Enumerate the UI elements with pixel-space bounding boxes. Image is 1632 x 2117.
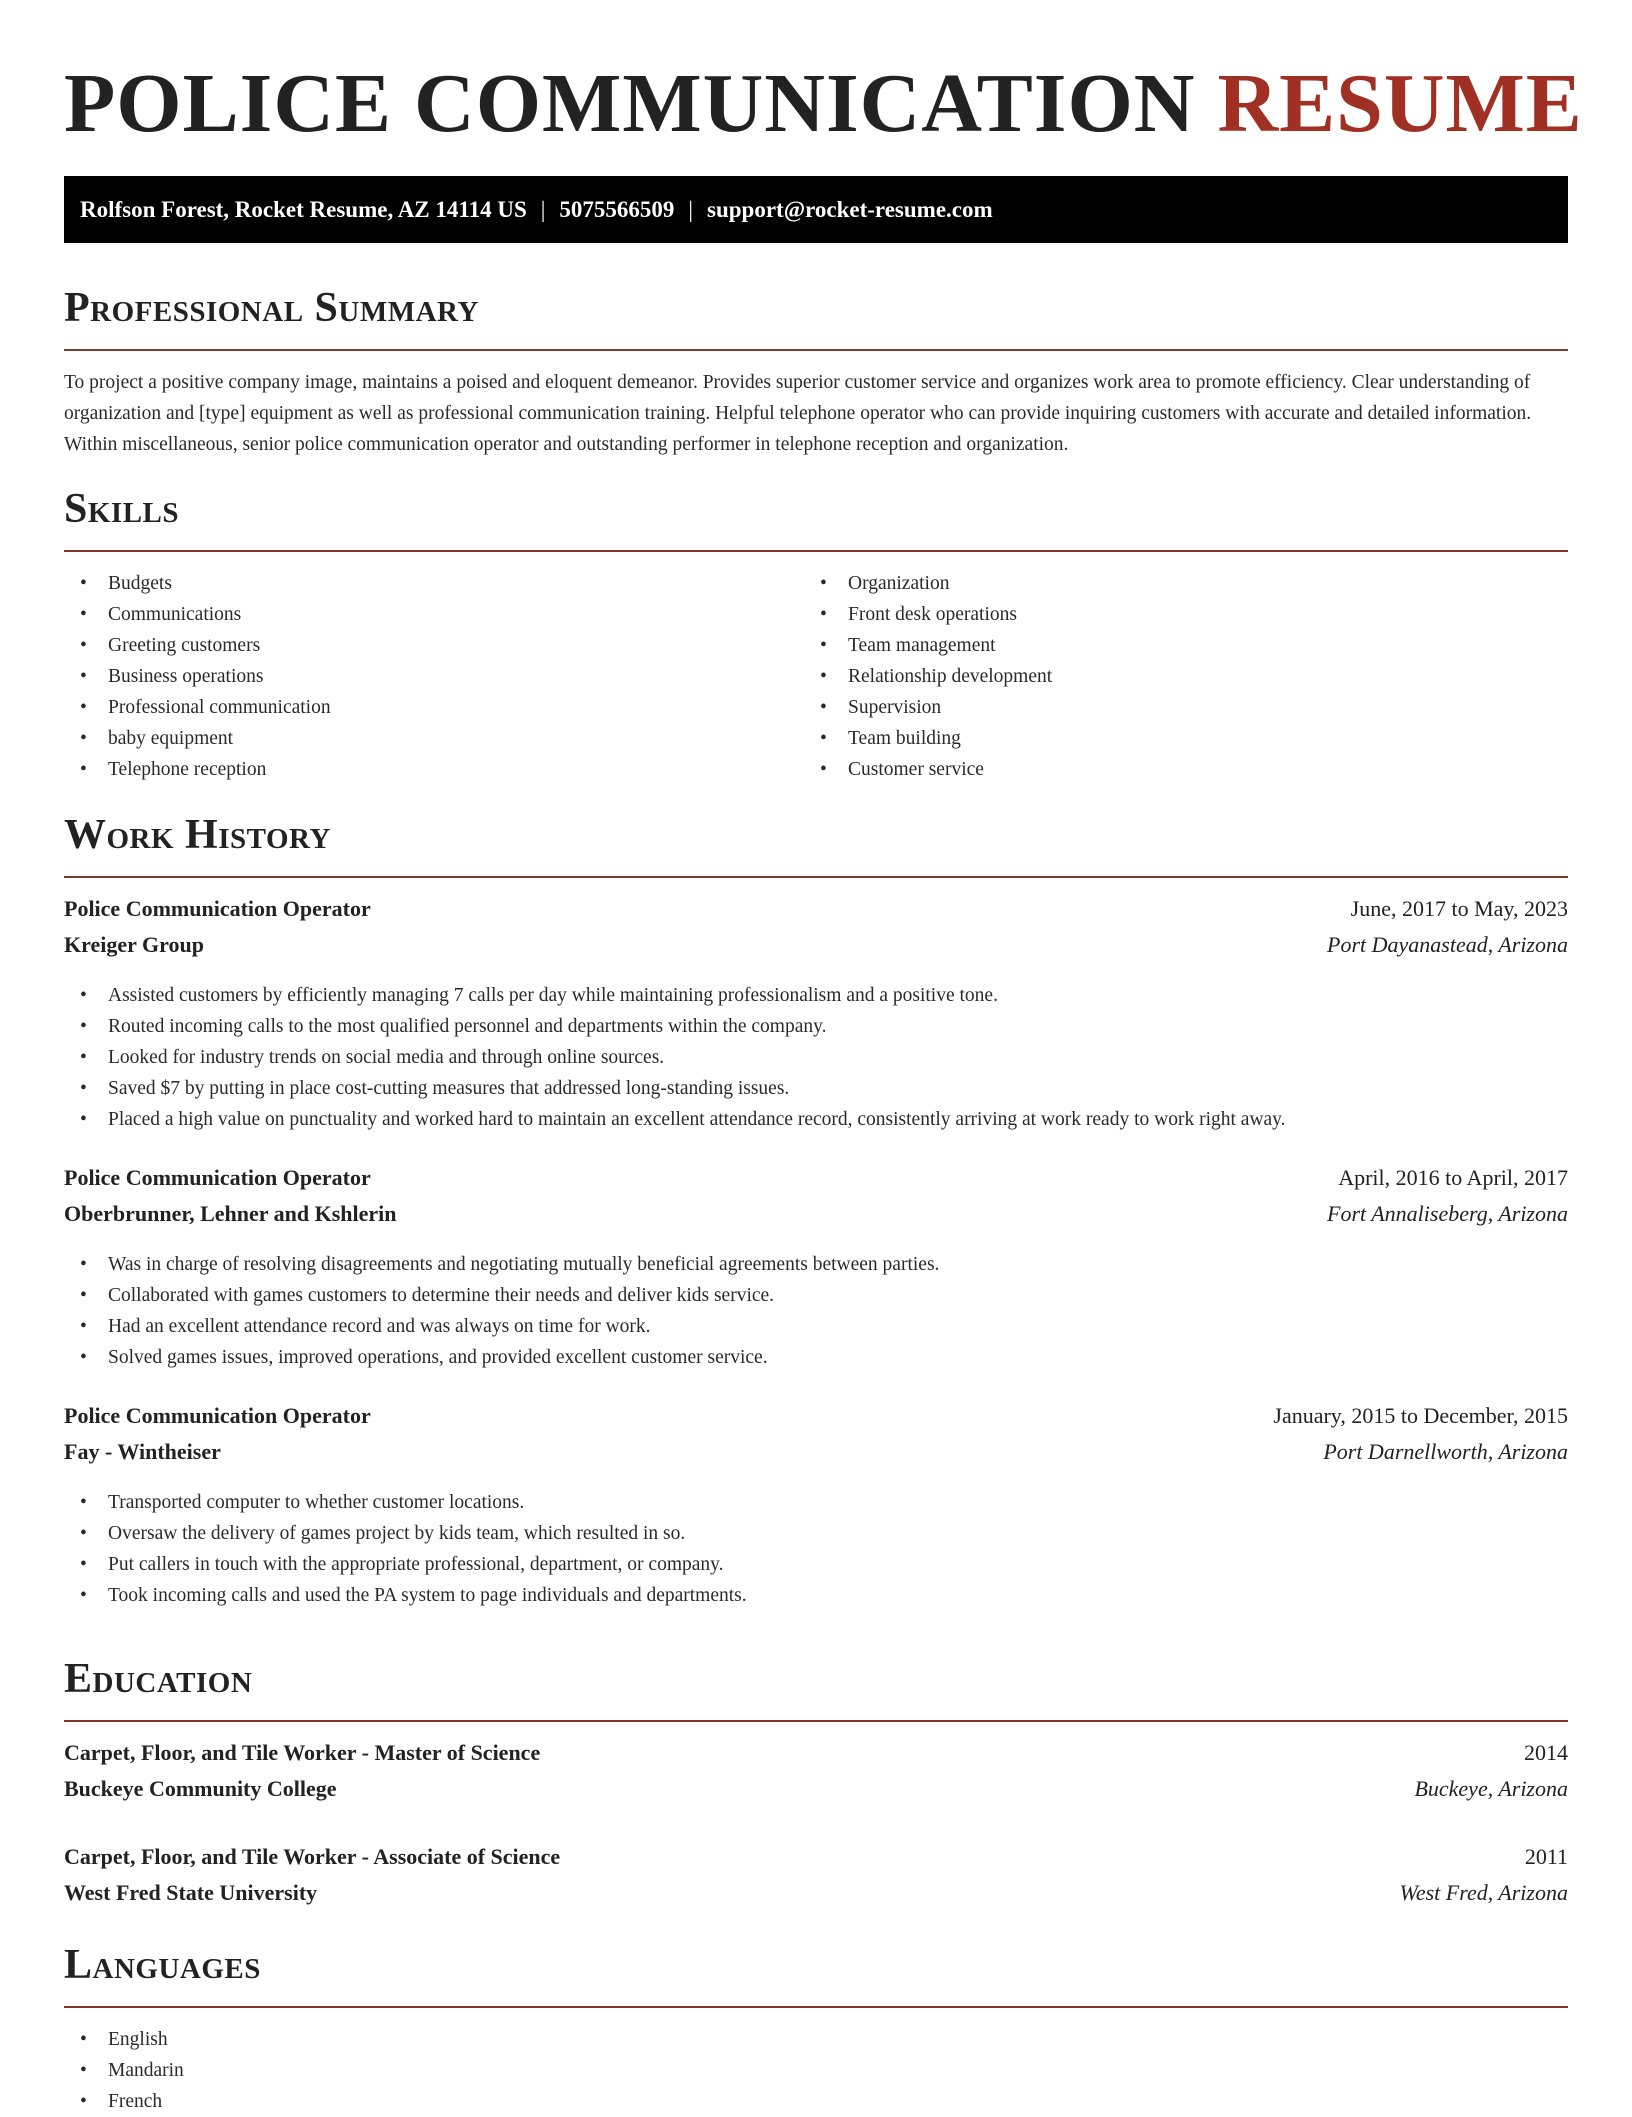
education-entry bbox=[64, 1740, 1568, 1812]
job-title-row bbox=[64, 1403, 1568, 1439]
job-company: Kreiger Group bbox=[64, 932, 204, 957]
skills-columns bbox=[64, 568, 1568, 785]
education-degree: Carpet, Floor, and Tile Worker - Associate of Science bbox=[64, 1844, 561, 1869]
work-section bbox=[64, 810, 1568, 1611]
education-school-row bbox=[64, 1880, 1568, 1916]
job-bullet: • Oversaw the delivery of games project by kids team, which resulted in so. bbox=[64, 1518, 1568, 1549]
education-degree-row bbox=[64, 1844, 1568, 1880]
job-bullet: • Saved $7 by putting in place cost-cutting measures that addressed long-standing issues. bbox=[64, 1073, 1568, 1104]
education-location: West Fred, Arizona bbox=[1399, 1880, 1568, 1905]
job-company-row bbox=[64, 1439, 1568, 1475]
languages-list bbox=[64, 2024, 1568, 2117]
job-bullet: • Had an excellent attendance record and was always on time for work. bbox=[64, 1311, 1568, 1342]
skills-section bbox=[64, 484, 1568, 785]
contact-phone: 5075566509 bbox=[559, 197, 675, 222]
job-company: Fay - Wintheiser bbox=[64, 1439, 221, 1464]
education-heading: Education bbox=[64, 1654, 1568, 1722]
skill-item: • Professional communication bbox=[64, 692, 804, 723]
education-entry bbox=[64, 1844, 1568, 1916]
skill-item: • Communications bbox=[64, 599, 804, 630]
work-heading: Work History bbox=[64, 810, 1568, 878]
job-title: Police Communication Operator bbox=[64, 896, 371, 921]
contact-address: Rolfson Forest, Rocket Resume, AZ 14114 US bbox=[80, 197, 527, 222]
job-dates: January, 2015 to December, 2015 bbox=[1273, 1403, 1568, 1428]
job-entry bbox=[64, 1403, 1568, 1611]
skill-item: • baby equipment bbox=[64, 723, 804, 754]
job-title: Police Communication Operator bbox=[64, 1165, 371, 1190]
skill-item: • Budgets bbox=[64, 568, 804, 599]
languages-section bbox=[64, 1940, 1568, 2117]
education-location: Buckeye, Arizona bbox=[1414, 1776, 1568, 1801]
job-dates: June, 2017 to May, 2023 bbox=[1350, 896, 1568, 921]
education-school: West Fred State University bbox=[64, 1880, 318, 1905]
job-company-row bbox=[64, 1201, 1568, 1237]
skill-item: • Team management bbox=[804, 630, 1544, 661]
contact-email: support@rocket-resume.com bbox=[707, 197, 993, 222]
skill-item: • Team building bbox=[804, 723, 1544, 754]
job-bullet: • Put callers in touch with the appropriate professional, department, or company. bbox=[64, 1549, 1568, 1580]
education-degree-row bbox=[64, 1740, 1568, 1776]
summary-heading: Professional Summary bbox=[64, 283, 1568, 351]
job-entry bbox=[64, 1165, 1568, 1373]
job-title-row bbox=[64, 1165, 1568, 1201]
job-dates: April, 2016 to April, 2017 bbox=[1338, 1165, 1568, 1190]
skill-item: • Greeting customers bbox=[64, 630, 804, 661]
job-title: Police Communication Operator bbox=[64, 1403, 371, 1428]
contact-separator: | bbox=[540, 197, 546, 222]
job-bullets bbox=[64, 980, 1568, 1135]
education-section bbox=[64, 1654, 1568, 1916]
skill-item: • Customer service bbox=[804, 754, 1544, 785]
job-bullet: • Transported computer to whether customer locations. bbox=[64, 1487, 1568, 1518]
job-bullet: • Placed a high value on punctuality and worked hard to maintain an excellent attendance record, consistently arriving at work ready to work right away. bbox=[64, 1104, 1568, 1135]
skill-item: • Business operations bbox=[64, 661, 804, 692]
job-bullet: • Routed incoming calls to the most qualified personnel and departments within the company. bbox=[64, 1011, 1568, 1042]
job-title-row bbox=[64, 896, 1568, 932]
skill-item: • Relationship development bbox=[804, 661, 1544, 692]
title-accent: RESUME bbox=[1217, 57, 1583, 150]
contact-bar bbox=[64, 176, 1568, 243]
education-year: 2011 bbox=[1524, 1844, 1568, 1869]
summary-section bbox=[64, 283, 1568, 460]
job-bullet: • Assisted customers by efficiently managing 7 calls per day while maintaining professionalism and a positive tone. bbox=[64, 980, 1568, 1011]
job-location: Port Dayanastead, Arizona bbox=[1327, 932, 1568, 957]
job-bullet: • Took incoming calls and used the PA system to page individuals and departments. bbox=[64, 1580, 1568, 1611]
job-location: Port Darnellworth, Arizona bbox=[1323, 1439, 1568, 1464]
job-location: Fort Annaliseberg, Arizona bbox=[1327, 1201, 1568, 1226]
job-company-row bbox=[64, 932, 1568, 968]
job-bullet: • Looked for industry trends on social media and through online sources. bbox=[64, 1042, 1568, 1073]
job-entry bbox=[64, 896, 1568, 1135]
skill-item: • Organization bbox=[804, 568, 1544, 599]
contact-separator: | bbox=[688, 197, 694, 222]
skill-item: • Front desk operations bbox=[804, 599, 1544, 630]
skills-list-left bbox=[64, 568, 804, 785]
education-school: Buckeye Community College bbox=[64, 1776, 337, 1801]
education-year: 2014 bbox=[1524, 1740, 1568, 1765]
language-item: • French bbox=[64, 2086, 1568, 2117]
language-item: • English bbox=[64, 2024, 1568, 2055]
skills-heading: Skills bbox=[64, 484, 1568, 552]
skill-item: • Telephone reception bbox=[64, 754, 804, 785]
resume-title bbox=[64, 56, 1583, 152]
job-bullets bbox=[64, 1249, 1568, 1373]
summary-text: To project a positive company image, maintains a poised and eloquent demeanor. Provides superior customer service and organizes work area to promote efficiency. Clear understanding of organization and [type] equipment as well as professional communication training. Helpful telephone operator who can provide inquiring customers with accurate and detailed information. Within miscellaneous, senior police communication operator and outstanding performer in telephone reception and organization. bbox=[64, 372, 1532, 455]
education-degree: Carpet, Floor, and Tile Worker - Master of Science bbox=[64, 1740, 541, 1765]
languages-heading: Languages bbox=[64, 1940, 1568, 2008]
title-main: POLICE COMMUNICATION bbox=[64, 57, 1196, 150]
job-company: Oberbrunner, Lehner and Kshlerin bbox=[64, 1201, 397, 1226]
job-bullet: • Was in charge of resolving disagreements and negotiating mutually beneficial agreements between parties. bbox=[64, 1249, 1568, 1280]
language-item: • Mandarin bbox=[64, 2055, 1568, 2086]
skills-list-right bbox=[804, 568, 1544, 785]
education-school-row bbox=[64, 1776, 1568, 1812]
job-bullet: • Solved games issues, improved operations, and provided excellent customer service. bbox=[64, 1342, 1568, 1373]
skill-item: • Supervision bbox=[804, 692, 1544, 723]
job-bullets bbox=[64, 1487, 1568, 1611]
job-bullet: • Collaborated with games customers to determine their needs and deliver kids service. bbox=[64, 1280, 1568, 1311]
